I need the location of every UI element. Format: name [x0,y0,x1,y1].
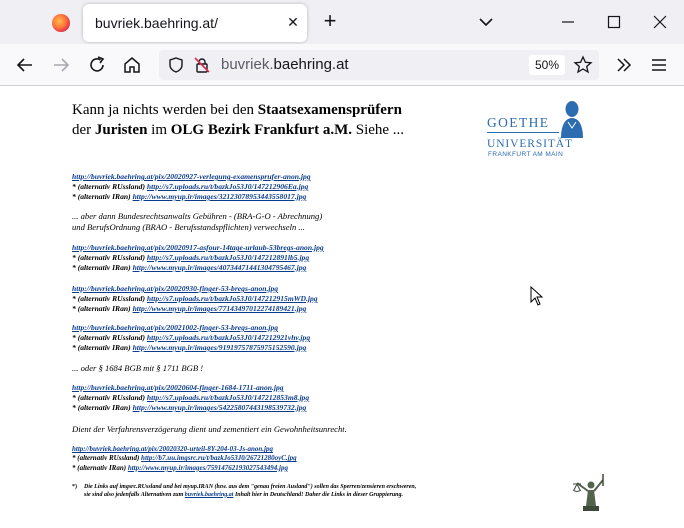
image-link-iran[interactable]: http://www.myup.ir/images/75914762193027543494.jpg [127,463,288,472]
back-arrow-left-icon[interactable] [14,54,36,76]
note-verfahren: Dient der Verfahrensverzögerung dient und zementiert ein Gewohnheitsunrecht. [72,424,347,434]
image-link-iran[interactable]: http://www.myup.ir/images/40734471441304795467.jpg [132,263,307,272]
note-line: ... aber dann Bundesrechtsanwalts Gebühren - (BRA-G-O - Abrechnung) [72,211,323,221]
goethe-portrait-icon [559,98,585,138]
link-group-2 [72,243,324,273]
image-link-iran[interactable]: http://www.myup.ir/images/54225807443198539732.jpg [132,403,307,412]
image-link-russia[interactable]: http://b7.uu.imgsrc.ru/t/bazkJo53J0/26721280oyC.jpg [141,454,297,463]
url-host: baehring.at [273,56,349,73]
mouse-cursor-icon [530,286,544,306]
headline-bold-text: Staatsexamensprüfern [257,102,402,118]
alt-label-iran: * (alternativ IRan) [72,463,127,472]
headline-text: im [147,122,171,138]
justitia-statue-icon [569,472,613,512]
alt-label-russia: * (alternativ RUssland) [72,253,145,262]
url-prefix: buvriek. [221,56,274,73]
alt-label-iran: * (alternativ IRan) [72,192,131,201]
image-link-iran[interactable]: http://www.myup.ir/images/91919757875975152590.jpg [132,343,307,352]
tab-title: buvriek.baehring.at/ [95,15,218,31]
active-tab[interactable] [83,4,307,42]
headline-text: Siehe ... [351,122,405,138]
footnote-text [84,484,424,499]
headline-text: Kann ja nichts werden bei den [72,102,258,118]
footnote-mark: *) [72,484,77,490]
image-link-russia[interactable]: http://s7.uploads.ru/t/bazkJo53J0/147212921vhv.jpg [146,333,311,342]
link-group-5 [72,383,309,413]
image-link-main[interactable]: http://buvriek.baehring.at/pix/20020320-urteil-8Y-204-03-Js-anon.jpg [72,445,274,453]
page-headline [72,100,452,140]
reload-icon[interactable] [86,54,108,76]
image-link-iran[interactable]: http://www.myup.ir/images/32123078953443558017.jpg [132,192,307,201]
footnote-text-part: Die Links auf imgsrc.RUssland und bei myup.IRAN (bzw. aus dem "genau freien Ausland") sollen das Sperren/zensieren erschweren, sie sind also jedenfalls Alternativen zum [84,484,417,498]
lock-slash-icon[interactable] [193,56,211,74]
nav-bar [0,44,684,86]
image-link-main[interactable]: http://buvriek.baehring.at/pix/20020927-verlegung-examensprufer-anon.jpg [72,172,311,181]
headline-bold-text: Juristen [94,122,148,138]
url-bar[interactable] [159,50,599,80]
image-link-russia[interactable]: http://s7.uploads.ru/t/bazkJo53J0/147212891lb5.jpg [146,253,310,262]
forward-arrow-right-icon[interactable] [50,54,72,76]
maximize-icon[interactable] [604,12,624,32]
new-tab-plus-icon[interactable]: + [323,8,337,33]
headline-bold-text: OLG Bezirk Frankfurt a.M. [170,122,352,138]
logo-city: FRANKFURT AM MAIN [488,151,564,158]
tab-bar [0,0,684,44]
headline-text: der [72,122,95,138]
alt-label-iran: * (alternativ IRan) [72,403,131,412]
footnote-link[interactable]: buvriek.baehring.at [184,491,234,498]
tab-list-chevron-down-icon[interactable] [476,12,496,32]
link-group-1 [72,172,311,202]
double-chevron-icon[interactable] [614,54,634,76]
logo-name: GOETHE [487,115,550,130]
note-bgb: ... oder § 1684 BGB mit § 1711 BGB ! [72,363,204,373]
minimize-icon[interactable] [558,12,578,32]
hamburger-icon[interactable] [648,54,670,76]
window-close-icon[interactable] [650,12,670,32]
note-bra-go [72,211,322,233]
firefox-icon[interactable] [52,14,70,32]
image-link-main[interactable]: http://buvriek.baehring.at/pix/20020604-finger-1684-1711-anon.jpg [72,383,284,392]
link-group-4 [72,323,310,353]
image-link-main[interactable]: http://buvriek.baehring.at/pix/20020930-finger-53-bregs-anon.jpg [72,284,279,293]
alt-label-russia: * (alternativ RUssland) [72,454,140,463]
footnote-text-part: Inhalt hier in Deutschland! Daher die Links in dieser Gruppierung. [233,491,404,498]
alt-label-iran: * (alternativ IRan) [72,343,131,352]
image-link-iran[interactable]: http://www.myup.ir/images/77143497012274189421.jpg [132,304,307,313]
alt-label-russia: * (alternativ RUssland) [72,393,145,402]
alt-label-russia: * (alternativ RUssland) [72,182,145,191]
image-link-russia[interactable]: http://s7.uploads.ru/t/bazkJo53J0/147212906Ea.jpg [146,182,309,191]
tab-close-icon[interactable]: ✕ [287,14,299,30]
alt-label-iran: * (alternativ IRan) [72,304,131,313]
bookmark-star-icon[interactable] [573,55,593,75]
image-link-main[interactable]: http://buvriek.baehring.at/pix/20020917-asfour-14tage-urlaub-53bregs-anon.jpg [72,243,324,252]
logo-university: UNIVERSITÄT [487,138,573,150]
link-group-3 [72,284,318,314]
image-link-russia[interactable]: http://s7.uploads.ru/t/bazkJo53J0/147212915mWD.jpg [146,294,318,303]
logo-divider [487,132,559,133]
image-link-main[interactable]: http://buvriek.baehring.at/pix/20021002-finger-53-bregs-anon.jpg [72,323,279,332]
alt-label-iran: * (alternativ IRan) [72,263,131,272]
zoom-level[interactable]: 50% [529,55,565,75]
page-content [0,87,684,528]
alt-label-russia: * (alternativ RUssland) [72,333,145,342]
image-link-russia[interactable]: http://s7.uploads.ru/t/bazkJo53J0/147212853m8.jpg [146,393,310,402]
alt-label-russia: * (alternativ RUssland) [72,294,145,303]
shield-icon[interactable] [167,56,185,74]
link-group-6 [72,445,297,473]
goethe-university-logo[interactable] [487,98,587,158]
url-text[interactable] [221,56,349,73]
note-line: und BerufsOrdnung (BRAO - Berufsstandspflichten) verwechseln ... [72,222,305,232]
home-icon[interactable] [121,54,143,76]
